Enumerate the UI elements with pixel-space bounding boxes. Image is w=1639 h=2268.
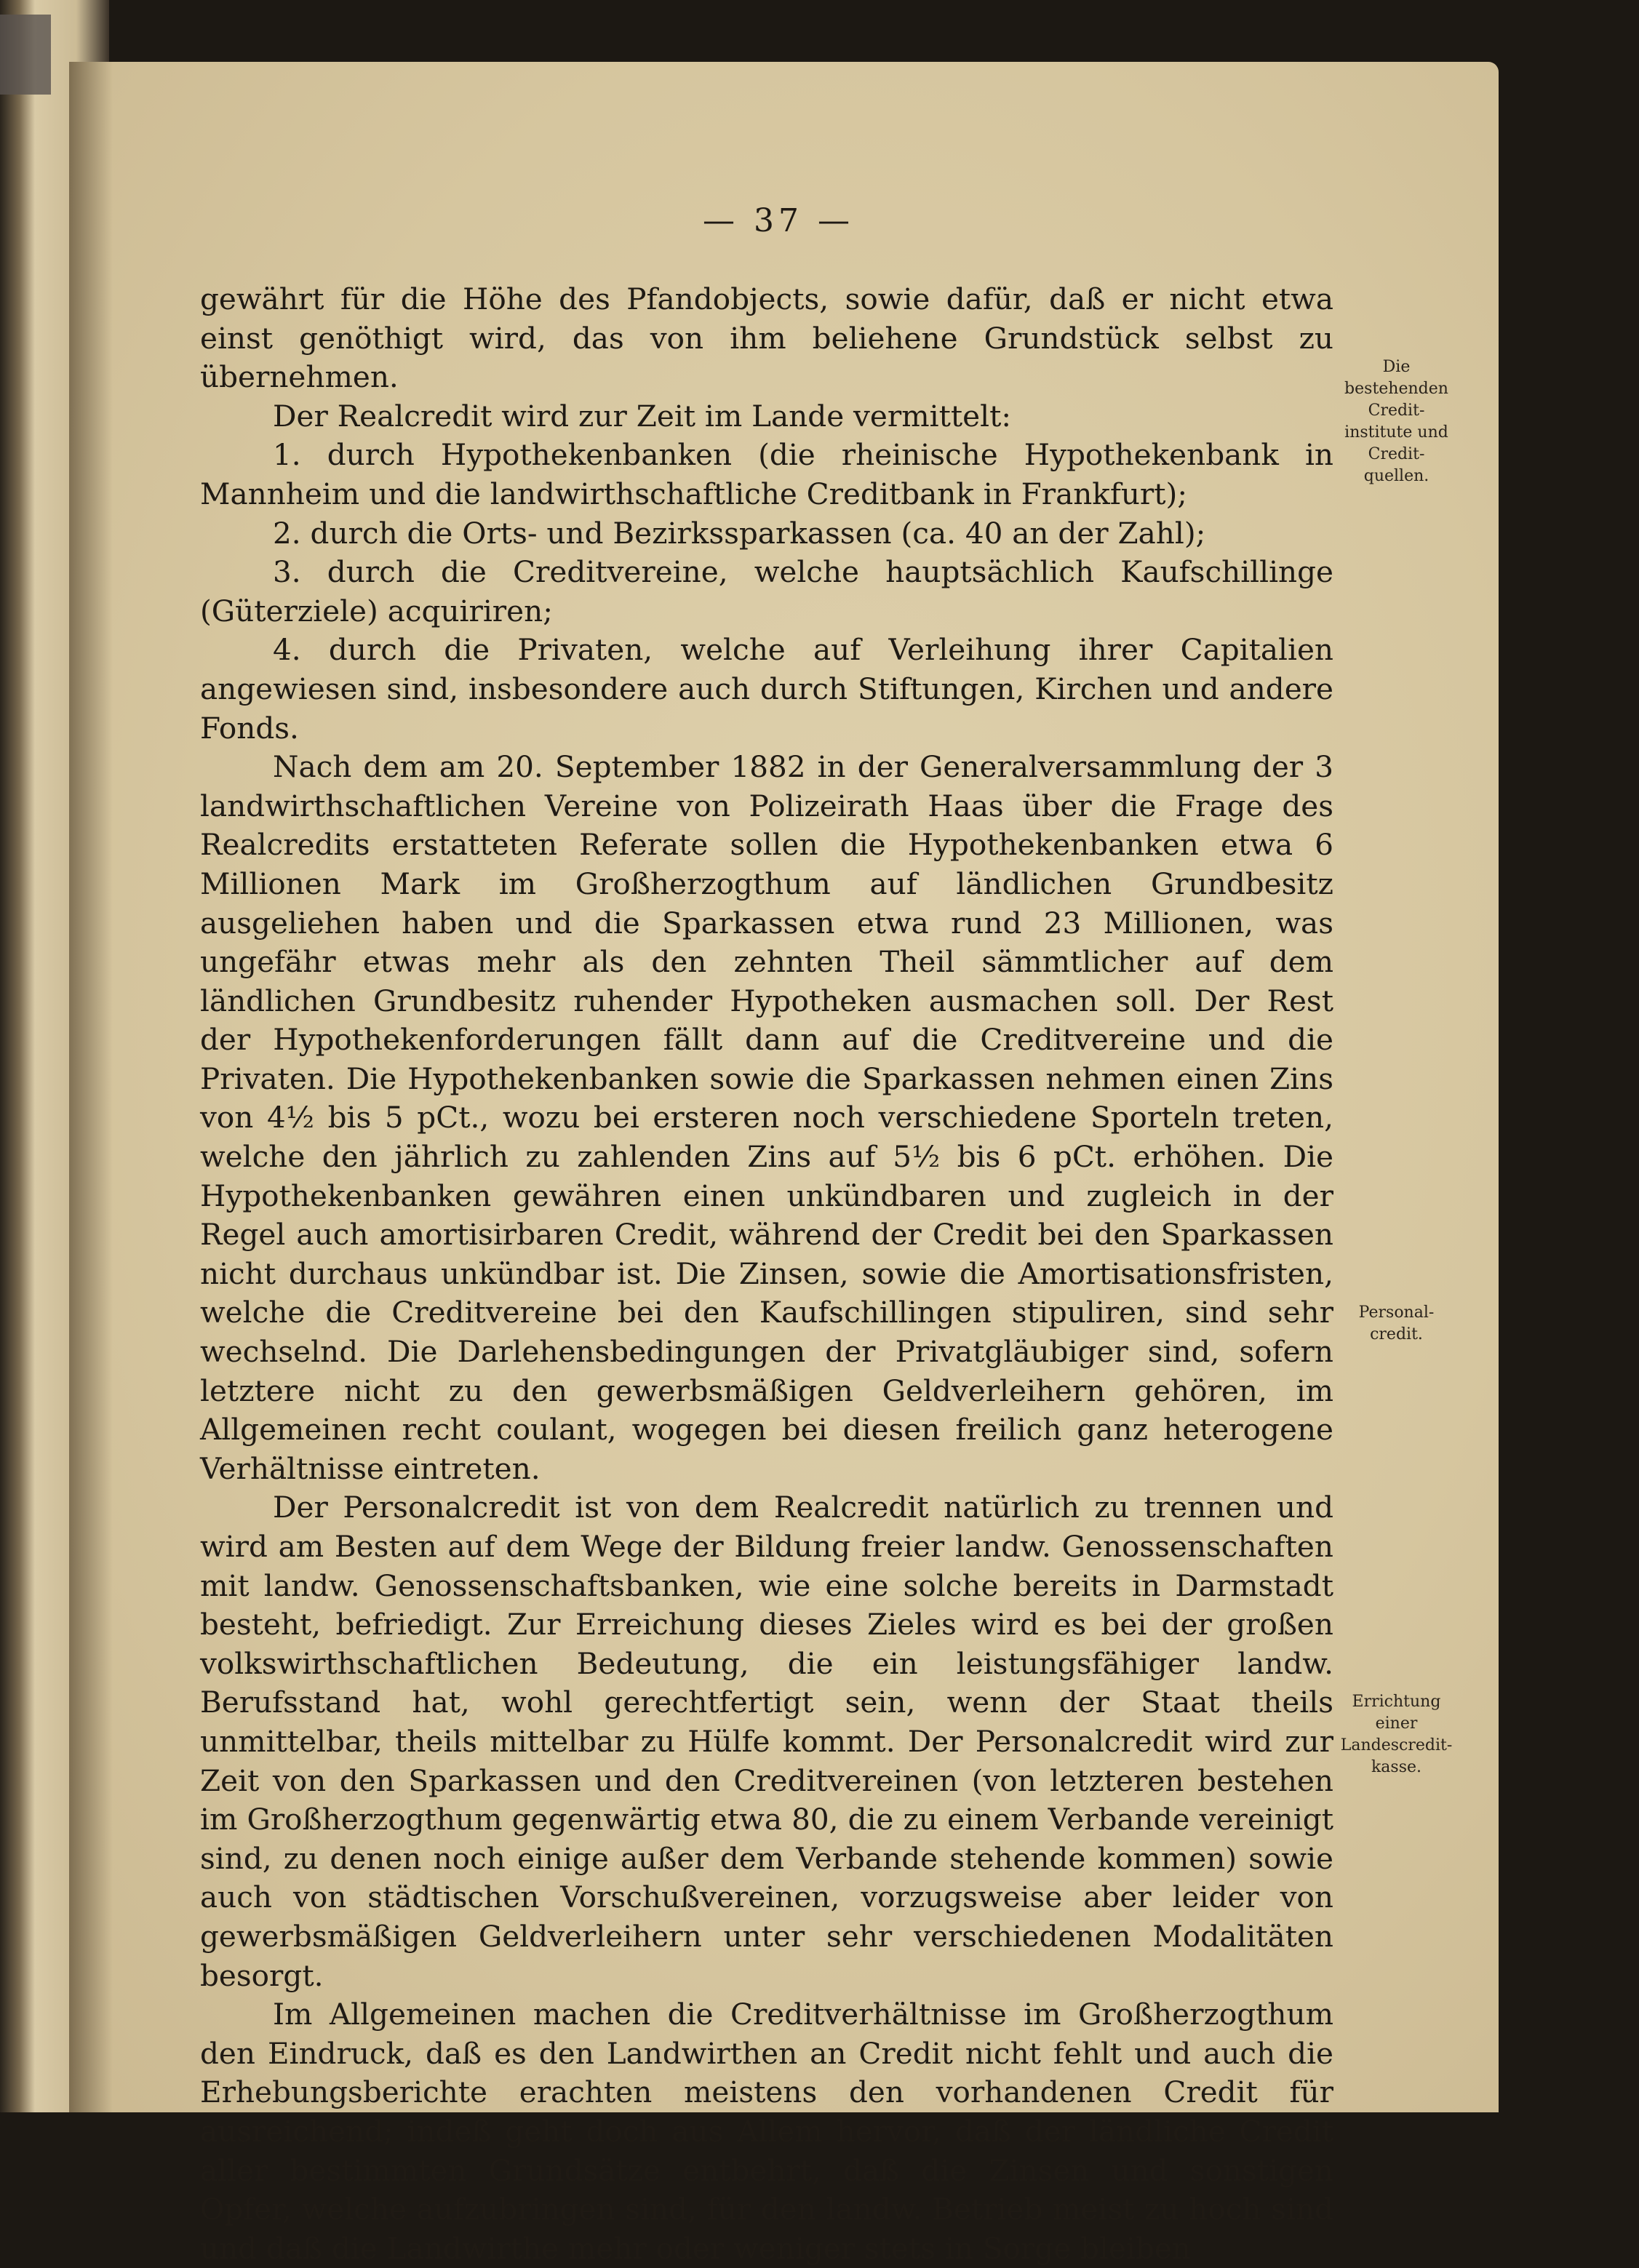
paragraph-creditverhaeltnisse: Im Allgemeinen machen die Creditverhältnisse im Großherzogthum den Eindruck, daß es den Landwirthen an Credit nicht fehlt und auch die Erhebungsberichte erachten meistens den vorhandenen Credit für ausreichend; indeß geht doch aus Allem hervor, daß der ländliche Credit aller bestimmten Grundsätze entbehrt, daß die Zinsen und sonstigen Opfer, welche aufzubringen sind, für den landw. Betrieb meist zu hoch sind und daß die Landwirthe mehr oder weniger stets in Sorge bleiben: [200, 1997, 1333, 2266]
paragraph-2: Der Realcredit wird zur Zeit im Lande vermittelt:: [273, 398, 1011, 434]
paragraph-realcredit: Nach dem am 20. September 1882 in der Generalversammlung der 3 landwirthschaftlichen Vereine von Polizeirath Haas über die Frage des Realcredits erstatteten Referate sollen die Hypothekenbanken etwa 6 Millionen Mark im Großherzogthum auf ländlichen Grundbesitz ausgeliehen haben und die Sparkassen etwa rund 23 Millionen, was ungefähr etwas mehr als den zehnten Theil sämmtlicher auf dem ländlichen Grundbesitz ruhender Hypotheken ausmachen soll. Der Rest der Hypothekenforderungen fällt dann auf die Creditvereine und die Privaten. Die Hypothekenbanken sowie die Sparkassen nehmen einen Zins von 4½ bis 5 pCt., wozu bei ersteren noch verschiedene Sporteln treten, welche den jährlich zu zahlenden Zins auf 5½ bis 6 pCt. erhöhen. Die Hypothekenbanken gewähren einen unkündbaren und zugleich in der Regel auch amortisirbaren Credit, während der Credit bei den Sparkassen nicht durchaus unkündbar ist. Die Zinsen, sowie die Amortisationsfristen, welche die Creditvereine bei den Kaufschillingen stipuliren, sind sehr wechselnd. Die Darlehensbedingungen der Privatgläubiger sind, sofern letztere nicht zu den gewerbsmäßigen Geldverleihern gehören, im Allgemeinen recht coulant, wogegen bei diesen freilich ganz heterogene Verhältnisse eintreten.: [200, 749, 1333, 1486]
list-item-1: 1. durch Hypothekenbanken (die rheinische Hypothekenbank in Mannheim und die landwirthschaftliche Creditbank in Frankfurt);: [200, 437, 1333, 511]
binding-cloth: [0, 15, 51, 95]
body-text: [200, 280, 1333, 2268]
marginal-note-credit-institutes: Die bestehenden Credit-institute und Credit-quellen.: [1344, 358, 1448, 485]
marginal-note-personal-credit: Personal-credit.: [1358, 1303, 1435, 1343]
list-item-4: 4. durch die Privaten, welche auf Verleihung ihrer Capitalien angewiesen sind, insbesondere auch durch Stiftungen, Kirchen und andere Fonds.: [200, 632, 1333, 746]
list-item-3: 3. durch die Creditvereine, welche hauptsächlich Kaufschillinge (Güterziele) acquiriren;: [200, 554, 1333, 628]
paragraph-1: gewährt für die Höhe des Pfandobjects, sowie dafür, daß er nicht etwa einst genöthigt wird, das von ihm beliehene Grundstück selbst zu übernehmen.: [200, 281, 1333, 395]
marginal-note-credit-bank: Errichtung einer Landescredit-kasse.: [1340, 1693, 1453, 1776]
list-item-2: 2. durch die Orts- und Bezirkssparkassen (ca. 40 an der Zahl);: [273, 515, 1206, 551]
page-number: — 37 —: [703, 202, 854, 239]
paragraph-personalcredit: Der Personalcredit ist von dem Realcredit natürlich zu trennen und wird am Besten auf dem Wege der Bildung freier landw. Genossenschaften mit landw. Genossenschaftsbanken, wie eine solche bereits in Darmstadt besteht, befriedigt. Zur Erreichung dieses Zieles wird es bei der großen volkswirthschaftlichen Bedeutung, die ein leistungsfähiger landw. Berufsstand hat, wohl gerechtfertigt sein, wenn der Staat theils unmittelbar, theils mittelbar zu Hülfe kommt. Der Personalcredit wird zur Zeit von den Sparkassen und den Creditvereinen (von letzteren bestehen im Großherzogthum gegenwärtig etwa 80, die zu einem Verbande vereinigt sind, zu denen noch einige außer dem Verbande stehende kommen) sowie auch von städtischen Vorschußvereinen, vorzugsweise aber leider von gewerbsmäßigen Geldverleihern unter sehr verschiedenen Modalitäten besorgt.: [200, 1490, 1333, 1993]
spine-shadow: [69, 62, 113, 2112]
